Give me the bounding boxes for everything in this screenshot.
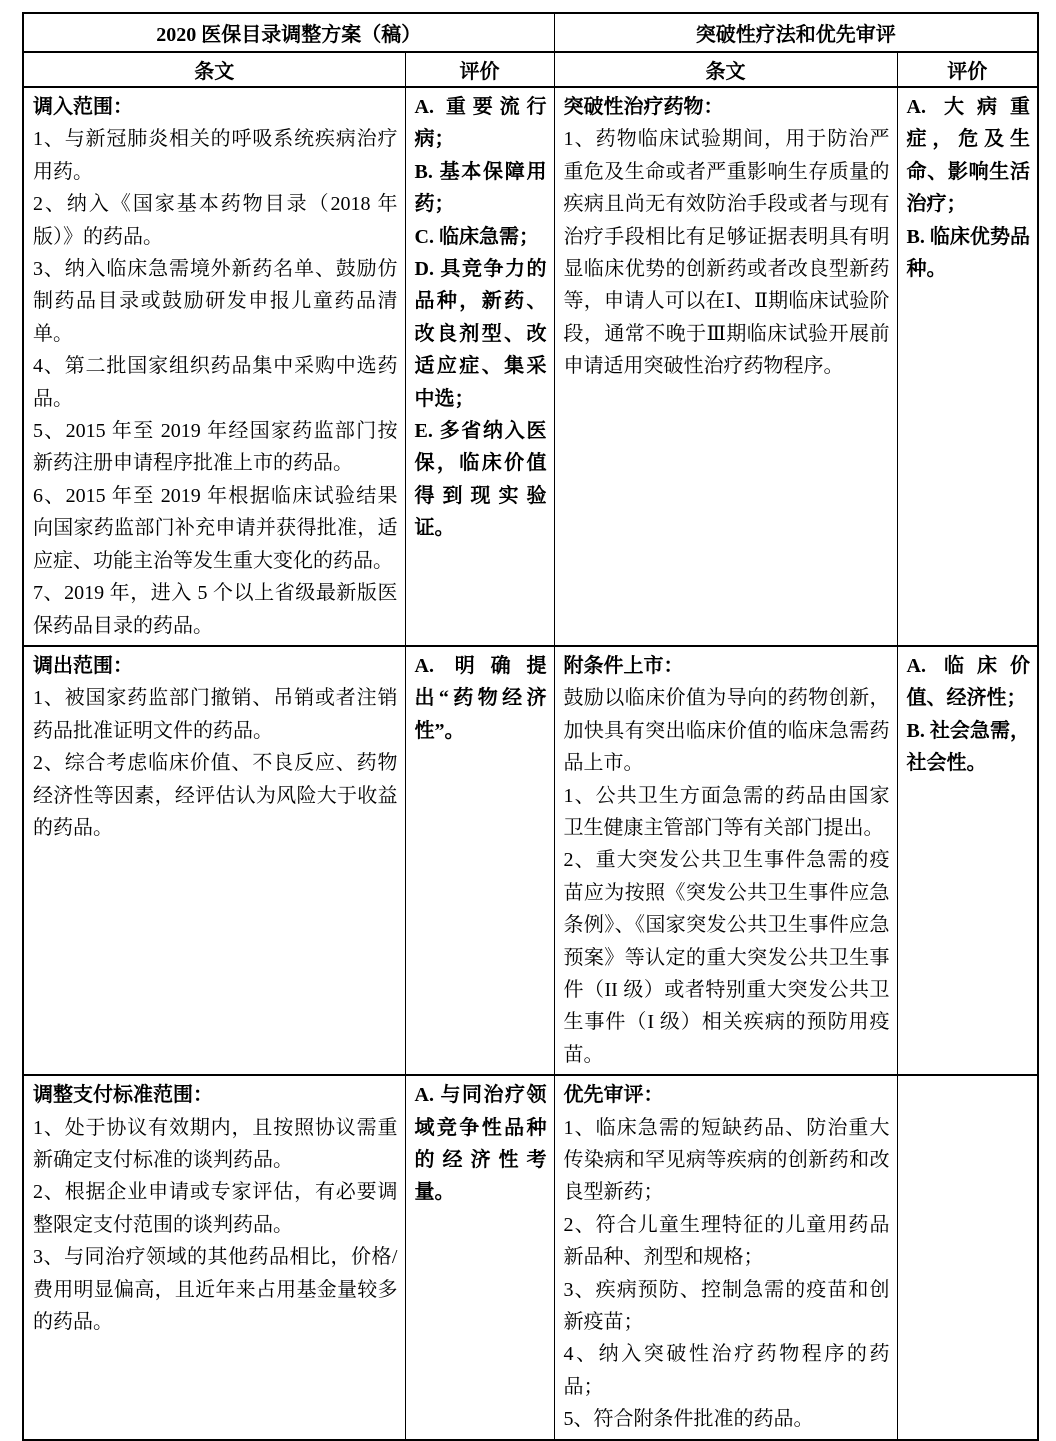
cell-item: 3、疾病预防、控制急需的疫苗和创新疫苗； [563, 1278, 890, 1334]
cell-row2-removal-eval [405, 646, 554, 1075]
cell-item: 2、综合考虑临床价值、不良反应、药物经济性等因素，经评估认为风险大于收益的药品。 [33, 752, 398, 839]
cell-item: 1、临床急需的短缺药品、防治重大传染病和罕见病等疾病的创新药和改良型新药； [563, 1116, 890, 1204]
document-table [22, 12, 1039, 1441]
cell-item: E. 多省纳入医保，临床价值得到现实验证。 [414, 420, 547, 540]
cell-item: 1、处于协议有效期内，且按照协议需重新确定支付标准的谈判药品。 [33, 1116, 398, 1171]
cell-title: 优先审评： [563, 1084, 664, 1107]
comparison-table [22, 12, 1039, 1441]
col-header-eval-left: 评价 [405, 52, 554, 87]
cell-row1-breakthrough-eval [897, 87, 1038, 646]
cell-item: 6、2015 年至 2019 年根据临床试验结果向国家药监部门补充申请并获得批准，适应症、功能主治等发生重大变化的药品。 [33, 484, 398, 572]
cell-item: 5、2015 年至 2019 年经国家药监部门按新药注册申请程序批准上市的药品。 [33, 420, 398, 475]
cell-item: B. 社会急需，社会性。 [906, 719, 1030, 775]
cell-title: 调入范围： [33, 96, 133, 118]
cell-item: D. 具竞争力的品种，新药、改良剂型、改适应症、集采中选； [414, 258, 547, 410]
cell-item: 7、2019 年，进入 5 个以上省级最新版医保药品目录的药品。 [33, 582, 398, 637]
cell-row1-inclusion-scope [23, 87, 405, 646]
cell-row1-inclusion-eval [405, 87, 554, 646]
cell-item: A. 明确提出“药物经济性”。 [414, 654, 547, 742]
cell-row3-payment-standard-scope [23, 1075, 405, 1439]
cell-row3-priority-review [554, 1075, 897, 1439]
cell-item: 1、与新冠肺炎相关的呼吸系统疾病治疗用药。 [33, 128, 398, 183]
cell-title: 调出范围： [33, 654, 133, 677]
cell-item: 1、药物临床试验期间，用于防治严重危及生命或者严重影响生存质量的疾病且尚无有效防治手段或者与现有治疗手段相比有足够证据表明具有明显临床优势的创新药或者改良型新药等，申请人可以在Ⅰ、Ⅱ期临床试验阶段，通常不晚于Ⅲ期临床试验开展前申请适用突破性治疗药物程序。 [563, 128, 890, 378]
cell-item: 2、根据企业申请或专家评估，有必要调整限定支付范围的谈判药品。 [33, 1181, 398, 1236]
cell-item: 2、重大突发公共卫生事件急需的疫苗应为按照《突发公共卫生事件应急条例》、《国家突发公共卫生事件应急预案》等认定的重大突发公共卫生事件（II 级）或者特别重大突发公共卫生事件（I 级）相关疾病的预防用疫苗。 [563, 849, 890, 1066]
cell-item: 鼓励以临床价值为导向的药物创新，加快具有突出临床价值的临床急需药品上市。 [563, 687, 890, 775]
cell-title: 调整支付标准范围： [33, 1084, 213, 1107]
cell-row2-conditional-eval [897, 646, 1038, 1075]
col-header-eval-right: 评价 [897, 52, 1038, 87]
cell-item: A. 临床价值、经济性； [906, 654, 1030, 710]
cell-row2-conditional-approval [554, 646, 897, 1075]
header-group-medical-insurance-plan: 2020 医保目录调整方案（稿） [23, 13, 554, 52]
cell-item: A. 与同治疗领域竞争性品种的经济性考量。 [414, 1084, 547, 1204]
cell-item: B. 临床优势品种。 [906, 225, 1030, 281]
cell-item: A. 重要流行病； [414, 96, 547, 151]
col-header-article-right: 条文 [554, 52, 897, 87]
cell-item: 3、与同治疗领域的其他药品相比，价格/费用明显偏高，且近年来占用基金量较多的药品。 [33, 1246, 398, 1334]
cell-row1-breakthrough-drugs [554, 87, 897, 646]
cell-item: 1、公共卫生方面急需的药品由国家卫生健康主管部门等有关部门提出。 [563, 784, 890, 839]
cell-item: B. 基本保障用药； [414, 160, 547, 216]
cell-title: 附条件上市： [563, 654, 684, 677]
cell-row3-priority-eval [897, 1075, 1038, 1439]
col-header-article-left: 条文 [23, 52, 405, 87]
cell-item: 4、纳入突破性治疗药物程序的药品； [563, 1343, 890, 1398]
header-group-breakthrough-therapy: 突破性疗法和优先审评 [554, 13, 1038, 52]
cell-item: A. 大病重症，危及生命、影响生活治疗； [906, 96, 1030, 216]
cell-item: 1、被国家药监部门撤销、吊销或者注销药品批准证明文件的药品。 [33, 687, 398, 742]
cell-item: C. 临床急需； [414, 225, 539, 248]
cell-item: 3、纳入临床急需境外新药名单、鼓励仿制药品目录或鼓励研发申报儿童药品清单。 [33, 258, 398, 345]
cell-item: 2、符合儿童生理特征的儿童用药品新品种、剂型和规格； [563, 1213, 890, 1269]
cell-row2-removal-scope [23, 646, 405, 1075]
cell-title: 突破性治疗药物： [563, 96, 724, 118]
cell-item: 4、第二批国家组织药品集中采购中选药品。 [33, 355, 398, 410]
cell-item: 5、符合附条件批准的药品。 [563, 1408, 814, 1431]
cell-row3-payment-eval [405, 1075, 554, 1439]
cell-item: 2、纳入《国家基本药物目录（2018 年版）》的药品。 [33, 193, 398, 248]
